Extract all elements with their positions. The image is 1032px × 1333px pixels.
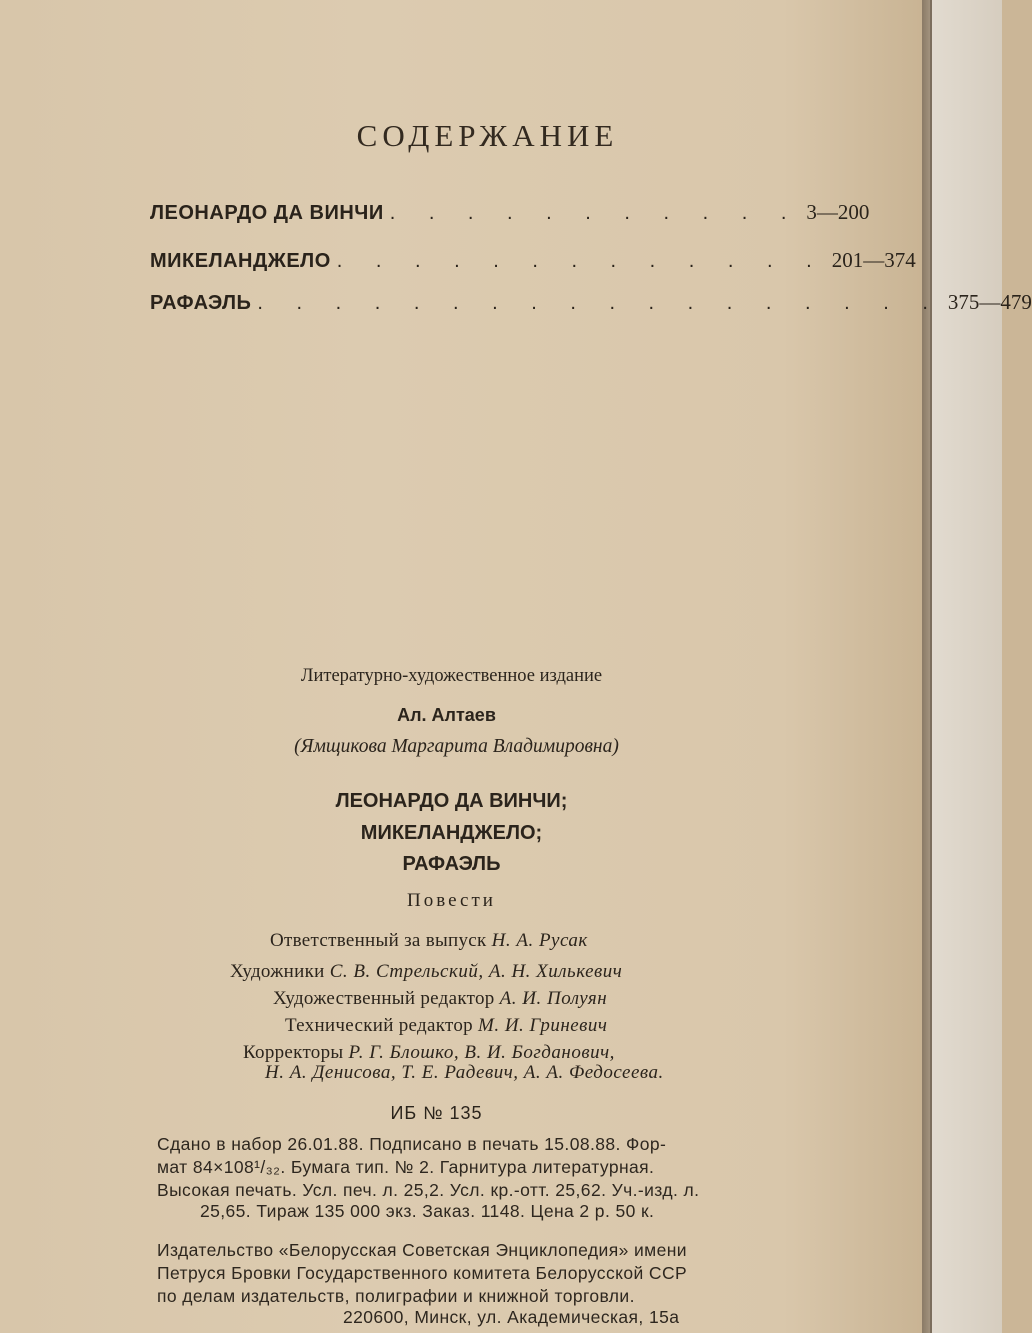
credit-name: С. В. Стрельский, А. Н. Хилькевич	[329, 961, 623, 982]
credit-name: М. И. Гриневич	[478, 1015, 608, 1036]
credit-line	[270, 930, 588, 952]
genre: Повести	[407, 890, 496, 911]
credit-role: Технический редактор	[285, 1015, 473, 1036]
toc-entry	[150, 200, 870, 232]
publisher-line: Петруся Бровки Государственного комитета Белорусской ССР	[157, 1263, 688, 1283]
toc-entry-pages: 375—479	[947, 290, 1032, 314]
toc-leader-dots: . . . . . . . . . . . . .	[336, 250, 826, 272]
credit-role: Корректоры	[243, 1042, 344, 1063]
toc-entry-label: РАФАЭЛЬ	[150, 292, 252, 314]
publisher-line: Издательство «Белорусская Советская Энциклопедия» имени	[157, 1240, 687, 1260]
credit-role: Художественный редактор	[273, 988, 495, 1009]
credit-line	[285, 1015, 608, 1037]
title-line: РАФАЭЛЬ	[402, 853, 501, 875]
author: Ал. Алтаев	[397, 705, 496, 725]
toc-entry-label: ЛЕОНАРДО ДА ВИНЧИ	[150, 202, 384, 224]
toc-entry	[150, 248, 916, 280]
print-details-line: Сдано в набор 26.01.88. Подписано в печать 15.08.88. Фор-	[157, 1134, 667, 1154]
print-details-line: мат 84×108¹/₃₂. Бумага тип. № 2. Гарнитура литературная.	[157, 1157, 655, 1177]
toc-entry-pages: 3—200	[806, 200, 870, 224]
toc-entry-pages: 201—374	[831, 248, 916, 272]
toc-leader-dots: . . . . . . . . . . . . . . . . . .	[257, 292, 942, 314]
publisher-line: 220600, Минск, ул. Академическая, 15а	[343, 1307, 680, 1327]
credit-name: Р. Г. Блошко, В. И. Богданович,	[348, 1042, 615, 1063]
print-details-line: 25,65. Тираж 135 000 экз. Заказ. 1148. Цена 2 р. 50 к.	[200, 1201, 655, 1221]
ib-number: ИБ № 135	[390, 1103, 483, 1123]
toc-entry-label: МИКЕЛАНДЖЕЛО	[150, 250, 331, 272]
title-line: МИКЕЛАНДЖЕЛО;	[360, 822, 543, 844]
publisher-line: по делам издательств, полиграфии и книжной торговли.	[157, 1286, 635, 1306]
credit-role: Ответственный за выпуск	[270, 930, 487, 951]
credit-name: Н. А. Денисова, Т. Е. Радевич, А. А. Федосеева.	[265, 1062, 664, 1083]
credit-name: Н. А. Русак	[491, 930, 588, 951]
author-real-name: (Ямщикова Маргарита Владимировна)	[294, 736, 619, 757]
print-details-line: Высокая печать. Усл. печ. л. 25,2. Усл. кр.-отт. 25,62. Уч.-изд. л.	[157, 1180, 700, 1200]
credit-line	[230, 961, 622, 983]
credit-role: Художники	[230, 961, 325, 982]
toc-entry	[150, 290, 1032, 322]
credit-line	[265, 1062, 664, 1084]
credit-name: А. И. Полуян	[499, 988, 608, 1009]
adjacent-page-edge	[930, 0, 1002, 1333]
credit-line	[273, 988, 607, 1010]
toc-leader-dots: . . . . . . . . . . .	[389, 202, 801, 224]
edition-type: Литературно-художественное издание	[300, 666, 603, 686]
credit-line	[243, 1042, 615, 1064]
title-line: ЛЕОНАРДО ДА ВИНЧИ;	[335, 790, 568, 812]
toc-title: СОДЕРЖАНИЕ	[356, 118, 619, 153]
